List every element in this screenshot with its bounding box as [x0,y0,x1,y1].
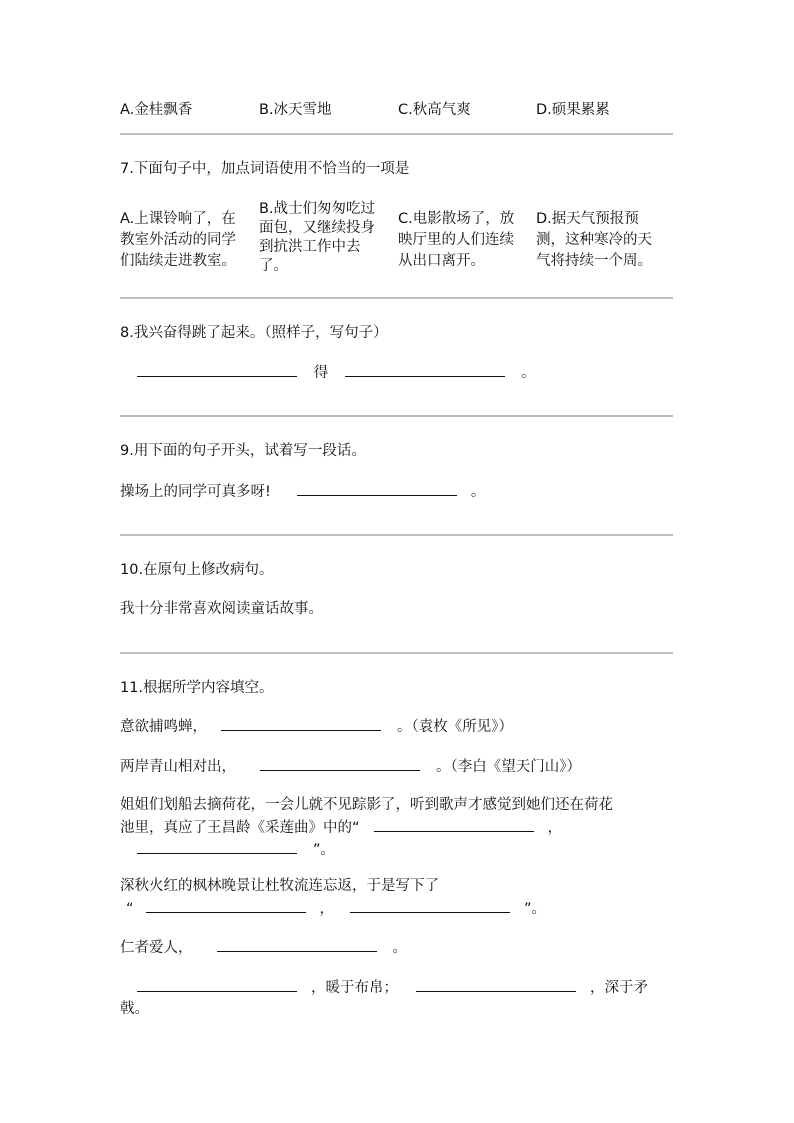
q9-answer-line: 操场上的同学可真多呀! 。 [120,484,486,500]
q9-title: 9.用下面的句子开头，试着写一段话。 [120,443,366,459]
q6-option-c: C.秋高气爽 [398,102,471,118]
answer-blank[interactable] [137,363,297,377]
divider [120,534,673,536]
q11-line-6b: 戟。 [120,1001,149,1017]
q6-option-a: A.金桂飘香 [120,102,193,118]
q11-line-6a: ，暖于布帛； ，深于矛 [137,978,648,997]
divider [120,297,673,299]
q11-line-4b: “ ， ”。 [126,901,547,917]
divider [120,415,673,417]
answer-blank[interactable] [345,363,505,377]
q11-line-3c: ”。 [137,840,335,859]
answer-blank[interactable] [217,938,377,952]
q11-line-5: 仁者爱人， 。 [120,940,407,956]
q11-line-1: 意欲捕鸣蝉， 。（袁枚《所见》） [120,719,513,735]
divider [120,133,673,135]
q7-title: 7.下面句子中，加点词语使用不恰当的一项是 [120,161,410,177]
q8-answer-line: 得 。 [137,363,536,382]
q7-option-b: B.战士们匆匆吃过 面包，又继续投身 到抗洪工作中去 了。 [259,201,376,274]
q7-option-c: C.电影散场了，放 映厅里的人们连续 从出口离开。 [398,211,515,269]
q7-option-d: D.据天气预报预 测，这种寒冷的天 气将持续一个周。 [536,211,652,269]
divider [120,652,673,654]
q10-sentence: 我十分非常喜欢阅读童话故事。 [120,601,323,617]
q10-title: 10.在原句上修改病句。 [120,562,274,578]
answer-blank[interactable] [260,757,420,771]
answer-blank[interactable] [297,482,457,496]
q6-option-b: B.冰天雪地 [259,102,332,118]
q6-option-d: D.硕果累累 [536,102,610,118]
q11-line-4a: 深秋火红的枫林晚景让杜牧流连忘返，于是写下了 [120,878,439,894]
answer-blank[interactable] [146,899,306,913]
answer-blank[interactable] [374,818,534,832]
q11-line-3b: 池里，真应了王昌龄《采莲曲》中的“ ， [120,820,563,836]
answer-blank[interactable] [350,899,510,913]
q7-option-a: A.上课铃响了，在 教室外活动的同学 们陆续走进教室。 [120,211,236,269]
answer-blank[interactable] [416,978,576,992]
answer-blank[interactable] [221,717,381,731]
q11-line-3a: 姐姐们划船去摘荷花，一会儿就不见踪影了，听到歌声才感觉到她们还在荷花 [120,797,613,813]
answer-blank[interactable] [137,978,297,992]
q11-title: 11.根据所学内容填空。 [120,680,274,696]
answer-blank[interactable] [137,840,297,854]
q8-title: 8.我兴奋得跳了起来。（照样子，写句子） [120,325,388,341]
q11-line-2: 两岸青山相对出， 。（李白《望天门山》） [120,759,581,775]
